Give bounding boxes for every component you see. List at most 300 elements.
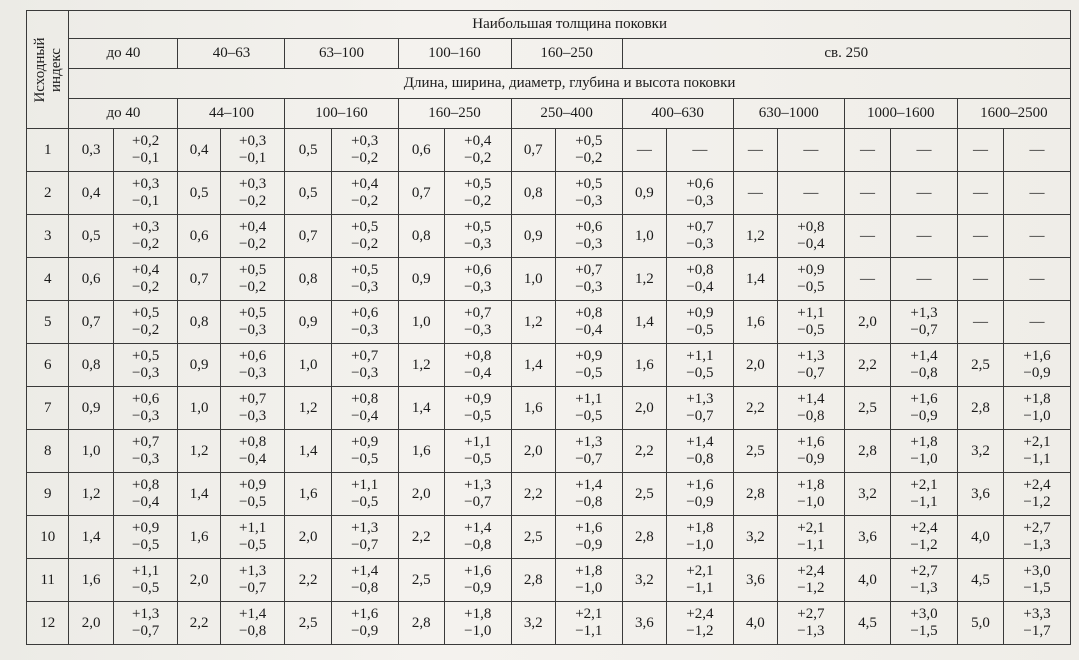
lower-tolerance: −1,2 <box>797 580 825 596</box>
lower-tolerance: −1,0 <box>464 623 492 639</box>
lower-tolerance: −1,1 <box>910 494 938 510</box>
upper-tolerance: +1,4 <box>239 606 267 622</box>
allowance-cell: 0,6 <box>398 129 444 172</box>
upper-tolerance: +0,5 <box>464 219 492 235</box>
thickness-range-header: до 40 <box>69 39 178 69</box>
lower-tolerance: −0,7 <box>910 322 938 338</box>
allowance-cell: 1,4 <box>511 344 555 387</box>
tolerance-cell <box>778 344 845 387</box>
upper-tolerance: +0,4 <box>132 262 160 278</box>
allowance-cell: — <box>733 172 777 215</box>
allowance-cell: 0,5 <box>178 172 220 215</box>
allowance-cell: 1,6 <box>69 559 113 602</box>
tolerance-cell <box>667 301 734 344</box>
lower-tolerance: −0,7 <box>351 537 379 553</box>
index-cell: 7 <box>27 387 69 430</box>
lower-tolerance: −1,3 <box>797 623 825 639</box>
tolerance-cell <box>778 559 845 602</box>
lower-tolerance: −1,0 <box>686 537 714 553</box>
upper-tolerance: +1,8 <box>464 606 492 622</box>
tolerance-cell <box>556 387 623 430</box>
lower-tolerance: −0,7 <box>686 408 714 424</box>
upper-tolerance: +2,4 <box>686 606 714 622</box>
index-cell: 5 <box>27 301 69 344</box>
lower-tolerance: −0,2 <box>351 150 379 166</box>
lower-tolerance: −0,4 <box>351 408 379 424</box>
upper-tolerance: +1,4 <box>686 434 714 450</box>
lower-tolerance: −0,3 <box>464 236 492 252</box>
tolerance-cell: — <box>891 215 958 258</box>
allowance-cell: 3,6 <box>622 602 666 645</box>
upper-tolerance: +2,7 <box>910 563 938 579</box>
allowance-cell: 3,6 <box>733 559 777 602</box>
upper-tolerance: +0,6 <box>464 262 492 278</box>
table-row <box>27 344 1071 387</box>
allowance-cell: 1,4 <box>398 387 444 430</box>
tolerance-cell <box>556 129 623 172</box>
tolerance-cell <box>778 602 845 645</box>
lower-tolerance: −0,7 <box>239 580 267 596</box>
allowance-cell: 3,2 <box>622 559 666 602</box>
lower-tolerance: −0,8 <box>797 408 825 424</box>
upper-tolerance: +0,7 <box>575 262 603 278</box>
allowance-cell: 0,7 <box>398 172 444 215</box>
table-row <box>27 129 1071 172</box>
allowance-cell: 4,0 <box>844 559 890 602</box>
tolerance-cell <box>113 258 178 301</box>
size-range-header: до 40 <box>69 99 178 129</box>
allowance-cell: 2,0 <box>178 559 220 602</box>
tolerance-cell <box>113 602 178 645</box>
index-cell: 6 <box>27 344 69 387</box>
tolerance-cell: — <box>778 172 845 215</box>
lower-tolerance: −0,2 <box>575 150 603 166</box>
allowance-cell: 0,4 <box>178 129 220 172</box>
lower-tolerance: −0,3 <box>575 279 603 295</box>
tolerance-cell <box>113 516 178 559</box>
lower-tolerance: −0,3 <box>686 193 714 209</box>
tolerance-cell <box>556 602 623 645</box>
upper-tolerance: +1,4 <box>797 391 825 407</box>
upper-tolerance: +1,6 <box>351 606 379 622</box>
upper-tolerance: +0,9 <box>351 434 379 450</box>
allowance-cell: 0,7 <box>285 215 331 258</box>
allowance-cell: 3,6 <box>844 516 890 559</box>
upper-tolerance: +0,4 <box>239 219 267 235</box>
lower-tolerance: −0,2 <box>464 193 492 209</box>
lower-tolerance: −0,5 <box>464 408 492 424</box>
allowance-cell: 3,2 <box>844 473 890 516</box>
tolerance-cell <box>667 516 734 559</box>
upper-tolerance: +1,3 <box>239 563 267 579</box>
size-range-header: 100–160 <box>285 99 398 129</box>
table-row <box>27 172 1071 215</box>
upper-tolerance: +1,1 <box>575 391 603 407</box>
tolerance-cell <box>556 516 623 559</box>
tolerance-cell <box>667 473 734 516</box>
lower-tolerance: −0,3 <box>132 451 160 467</box>
allowance-cell: 0,9 <box>69 387 113 430</box>
tolerance-cell <box>220 473 285 516</box>
allowance-cell: 0,7 <box>178 258 220 301</box>
upper-tolerance: +1,8 <box>1023 391 1051 407</box>
tolerance-cell <box>1004 559 1071 602</box>
allowance-cell: 2,2 <box>511 473 555 516</box>
tolerance-cell <box>220 344 285 387</box>
table-row <box>27 387 1071 430</box>
allowance-cell: 2,0 <box>398 473 444 516</box>
allowance-cell: 0,9 <box>178 344 220 387</box>
table-row <box>27 430 1071 473</box>
lower-tolerance: −0,4 <box>132 494 160 510</box>
tolerance-cell <box>220 301 285 344</box>
allowance-cell: — <box>844 258 890 301</box>
tolerance-cell <box>667 258 734 301</box>
tolerance-cell <box>1004 602 1071 645</box>
lower-tolerance: −1,2 <box>686 623 714 639</box>
index-cell: 10 <box>27 516 69 559</box>
lower-tolerance: −0,7 <box>132 623 160 639</box>
tolerance-cell <box>667 430 734 473</box>
lower-tolerance: −1,0 <box>1023 408 1051 424</box>
allowance-cell: 1,6 <box>285 473 331 516</box>
lower-tolerance: −0,9 <box>797 451 825 467</box>
allowance-cell: 2,5 <box>733 430 777 473</box>
lower-tolerance: −1,1 <box>797 537 825 553</box>
upper-tolerance: +0,9 <box>575 348 603 364</box>
upper-tolerance: +0,6 <box>686 176 714 192</box>
lower-tolerance: −0,2 <box>132 279 160 295</box>
tolerance-cell <box>113 301 178 344</box>
allowance-cell: 2,5 <box>511 516 555 559</box>
tolerance-cell: — <box>778 129 845 172</box>
tolerance-cell <box>778 215 845 258</box>
allowance-cell: 2,2 <box>178 602 220 645</box>
lower-tolerance: −0,2 <box>132 236 160 252</box>
lower-tolerance: −0,9 <box>575 537 603 553</box>
tolerance-cell <box>331 387 398 430</box>
table-row <box>27 602 1071 645</box>
upper-tolerance: +1,6 <box>686 477 714 493</box>
tolerance-cell <box>556 215 623 258</box>
upper-tolerance: +0,9 <box>686 305 714 321</box>
allowance-cell: 0,7 <box>69 301 113 344</box>
lower-tolerance: −0,1 <box>132 193 160 209</box>
upper-tolerance: +0,5 <box>132 305 160 321</box>
lower-tolerance: −0,2 <box>351 236 379 252</box>
upper-tolerance: +0,9 <box>797 262 825 278</box>
allowance-cell: 1,4 <box>285 430 331 473</box>
size-range-header: 1600–2500 <box>957 99 1070 129</box>
upper-tolerance: +0,5 <box>575 176 603 192</box>
index-cell: 9 <box>27 473 69 516</box>
tolerance-cell: — <box>1004 172 1071 215</box>
lower-tolerance: −0,3 <box>239 408 267 424</box>
tolerance-cell <box>556 430 623 473</box>
upper-tolerance: +1,1 <box>239 520 267 536</box>
lower-tolerance: −0,2 <box>464 150 492 166</box>
allowance-cell: 2,5 <box>398 559 444 602</box>
allowance-cell: 1,6 <box>511 387 555 430</box>
allowance-cell: 2,0 <box>733 344 777 387</box>
tolerance-cell <box>113 172 178 215</box>
allowance-cell: 1,0 <box>622 215 666 258</box>
upper-tolerance: +1,6 <box>575 520 603 536</box>
upper-tolerance: +1,1 <box>132 563 160 579</box>
tolerance-cell <box>444 473 511 516</box>
tolerance-cell <box>444 516 511 559</box>
allowance-cell: 2,5 <box>957 344 1003 387</box>
tolerance-cell <box>331 559 398 602</box>
tolerance-cell <box>113 215 178 258</box>
upper-tolerance: +3,0 <box>1023 563 1051 579</box>
tolerance-cell: — <box>891 258 958 301</box>
lower-tolerance: −0,3 <box>351 279 379 295</box>
upper-tolerance: +2,1 <box>910 477 938 493</box>
tolerance-cell <box>331 473 398 516</box>
upper-tolerance: +2,4 <box>797 563 825 579</box>
upper-tolerance: +1,3 <box>575 434 603 450</box>
lower-tolerance: −1,1 <box>1023 451 1051 467</box>
upper-tolerance: +0,6 <box>351 305 379 321</box>
index-cell: 3 <box>27 215 69 258</box>
allowance-cell: 4,0 <box>957 516 1003 559</box>
thickness-range-header: 40–63 <box>178 39 285 69</box>
upper-tolerance: +0,3 <box>351 133 379 149</box>
upper-tolerance: +1,6 <box>797 434 825 450</box>
upper-tolerance: +3,0 <box>910 606 938 622</box>
lower-tolerance: −0,3 <box>575 193 603 209</box>
tolerance-cell <box>556 301 623 344</box>
tolerance-cell <box>1004 473 1071 516</box>
allowance-cell: 1,0 <box>69 430 113 473</box>
lower-tolerance: −1,0 <box>575 580 603 596</box>
upper-tolerance: +0,7 <box>686 219 714 235</box>
allowance-cell: — <box>957 172 1003 215</box>
upper-tolerance: +0,5 <box>239 262 267 278</box>
allowance-cell: 2,8 <box>622 516 666 559</box>
upper-tolerance: +0,3 <box>132 219 160 235</box>
allowance-cell: — <box>844 129 890 172</box>
index-cell: 12 <box>27 602 69 645</box>
tolerance-cell <box>220 258 285 301</box>
upper-tolerance: +1,3 <box>797 348 825 364</box>
allowance-cell: 0,6 <box>69 258 113 301</box>
tolerance-cell <box>113 344 178 387</box>
tolerance-cell <box>113 387 178 430</box>
table-row <box>27 516 1071 559</box>
upper-tolerance: +1,8 <box>910 434 938 450</box>
lower-tolerance: −1,3 <box>910 580 938 596</box>
allowance-cell: 2,2 <box>285 559 331 602</box>
index-cell: 11 <box>27 559 69 602</box>
lower-tolerance: −0,5 <box>686 365 714 381</box>
upper-tolerance: +1,8 <box>575 563 603 579</box>
lower-tolerance: −1,7 <box>1023 623 1051 639</box>
upper-tolerance: +0,5 <box>239 305 267 321</box>
allowance-cell: 2,0 <box>511 430 555 473</box>
size-range-header: 400–630 <box>622 99 733 129</box>
allowance-cell: — <box>844 172 890 215</box>
size-range-header: 630–1000 <box>733 99 844 129</box>
tolerance-cell <box>891 430 958 473</box>
tolerance-cell <box>444 215 511 258</box>
upper-tolerance: +0,8 <box>132 477 160 493</box>
tolerance-cell <box>1004 344 1071 387</box>
table-row <box>27 258 1071 301</box>
lower-tolerance: −0,3 <box>239 365 267 381</box>
allowance-cell: 2,8 <box>844 430 890 473</box>
upper-tolerance: +0,8 <box>575 305 603 321</box>
tolerance-cell <box>891 473 958 516</box>
tolerance-cell <box>1004 516 1071 559</box>
size-range-header: 1000–1600 <box>844 99 957 129</box>
allowance-cell: 1,4 <box>69 516 113 559</box>
thickness-range-header: 63–100 <box>285 39 398 69</box>
allowance-cell: 2,5 <box>285 602 331 645</box>
allowance-cell: 3,2 <box>511 602 555 645</box>
upper-tolerance: +0,5 <box>351 262 379 278</box>
lower-tolerance: −1,1 <box>575 623 603 639</box>
lower-tolerance: −0,7 <box>464 494 492 510</box>
lower-tolerance: −1,2 <box>910 537 938 553</box>
index-column-header <box>27 11 69 129</box>
lower-tolerance: −0,1 <box>239 150 267 166</box>
tolerance-cell <box>778 516 845 559</box>
table-row <box>27 301 1071 344</box>
upper-tolerance: +0,7 <box>239 391 267 407</box>
allowance-cell: 2,2 <box>622 430 666 473</box>
tolerance-cell <box>444 129 511 172</box>
upper-tolerance: +0,6 <box>132 391 160 407</box>
allowance-cell: — <box>957 258 1003 301</box>
allowance-cell: — <box>957 129 1003 172</box>
index-header-label: Исходный индекс <box>31 36 64 103</box>
index-cell: 8 <box>27 430 69 473</box>
table-row <box>27 473 1071 516</box>
upper-tolerance: +0,7 <box>132 434 160 450</box>
upper-tolerance: +0,4 <box>351 176 379 192</box>
upper-tolerance: +0,3 <box>239 133 267 149</box>
thickness-range-header: 100–160 <box>398 39 511 69</box>
lower-tolerance: −0,3 <box>464 279 492 295</box>
lower-tolerance: −0,3 <box>686 236 714 252</box>
allowance-cell: 2,8 <box>957 387 1003 430</box>
thickness-range-header: св. 250 <box>622 39 1070 69</box>
allowance-cell: 2,0 <box>844 301 890 344</box>
upper-tolerance: +0,3 <box>132 176 160 192</box>
lower-tolerance: −0,5 <box>575 408 603 424</box>
upper-tolerance: +1,1 <box>351 477 379 493</box>
lower-tolerance: −0,8 <box>239 623 267 639</box>
tolerance-cell <box>667 172 734 215</box>
allowance-cell: — <box>844 215 890 258</box>
tolerance-cell <box>113 473 178 516</box>
lower-tolerance: −0,9 <box>910 408 938 424</box>
allowance-cell: 0,9 <box>398 258 444 301</box>
lower-tolerance: −1,5 <box>910 623 938 639</box>
lower-tolerance: −0,4 <box>797 236 825 252</box>
tolerance-cell <box>220 559 285 602</box>
upper-tolerance: +0,8 <box>797 219 825 235</box>
upper-tolerance: +0,9 <box>132 520 160 536</box>
lower-tolerance: −0,5 <box>351 494 379 510</box>
tolerance-cell <box>667 602 734 645</box>
tolerance-cell <box>1004 430 1071 473</box>
allowance-cell: 3,6 <box>957 473 1003 516</box>
tolerance-cell: — <box>891 129 958 172</box>
forging-tolerance-table <box>26 10 1071 645</box>
lower-tolerance: −0,4 <box>575 322 603 338</box>
tolerance-cell <box>331 215 398 258</box>
upper-tolerance: +0,5 <box>575 133 603 149</box>
upper-tolerance: +0,9 <box>239 477 267 493</box>
upper-tolerance: +0,3 <box>239 176 267 192</box>
table-row <box>27 559 1071 602</box>
lower-tolerance: −1,2 <box>1023 494 1051 510</box>
tolerance-cell <box>444 344 511 387</box>
allowance-cell: 0,8 <box>398 215 444 258</box>
table-row <box>27 215 1071 258</box>
lower-tolerance: −0,2 <box>239 193 267 209</box>
upper-tolerance: +1,4 <box>351 563 379 579</box>
lower-tolerance: −0,8 <box>464 537 492 553</box>
tolerance-cell: — <box>1004 129 1071 172</box>
lower-tolerance: −0,5 <box>132 537 160 553</box>
lower-tolerance: −0,3 <box>464 322 492 338</box>
tolerance-cell <box>331 430 398 473</box>
allowance-cell: 0,9 <box>511 215 555 258</box>
allowance-cell: 2,8 <box>511 559 555 602</box>
upper-tolerance: +0,8 <box>351 391 379 407</box>
allowance-cell: 3,2 <box>957 430 1003 473</box>
allowance-cell: — <box>622 129 666 172</box>
allowance-cell: — <box>957 301 1003 344</box>
upper-tolerance: +2,1 <box>575 606 603 622</box>
tolerance-cell <box>220 172 285 215</box>
upper-tolerance: +0,6 <box>239 348 267 364</box>
allowance-cell: 3,2 <box>733 516 777 559</box>
tolerance-cell <box>891 387 958 430</box>
upper-tolerance: +0,8 <box>464 348 492 364</box>
allowance-cell: 1,0 <box>285 344 331 387</box>
tolerance-cell <box>891 559 958 602</box>
lower-tolerance: −0,2 <box>239 279 267 295</box>
allowance-cell: 1,4 <box>178 473 220 516</box>
lower-tolerance: −0,3 <box>575 236 603 252</box>
lower-tolerance: −0,2 <box>351 193 379 209</box>
allowance-cell: 4,5 <box>844 602 890 645</box>
tolerance-cell <box>556 559 623 602</box>
upper-tolerance: +0,7 <box>464 305 492 321</box>
upper-tolerance: +1,4 <box>910 348 938 364</box>
lower-tolerance: −0,7 <box>575 451 603 467</box>
tolerance-cell <box>891 602 958 645</box>
lower-tolerance: −0,3 <box>132 365 160 381</box>
lower-tolerance: −0,5 <box>132 580 160 596</box>
upper-tolerance: +1,6 <box>1023 348 1051 364</box>
allowance-cell: 1,6 <box>398 430 444 473</box>
allowance-cell: 1,6 <box>622 344 666 387</box>
allowance-cell: — <box>957 215 1003 258</box>
upper-tolerance: +1,1 <box>464 434 492 450</box>
allowance-cell: 0,7 <box>511 129 555 172</box>
tolerance-cell <box>444 387 511 430</box>
tolerance-cell <box>444 559 511 602</box>
lower-tolerance: −0,9 <box>1023 365 1051 381</box>
upper-tolerance: +1,6 <box>910 391 938 407</box>
upper-tolerance: +1,3 <box>464 477 492 493</box>
